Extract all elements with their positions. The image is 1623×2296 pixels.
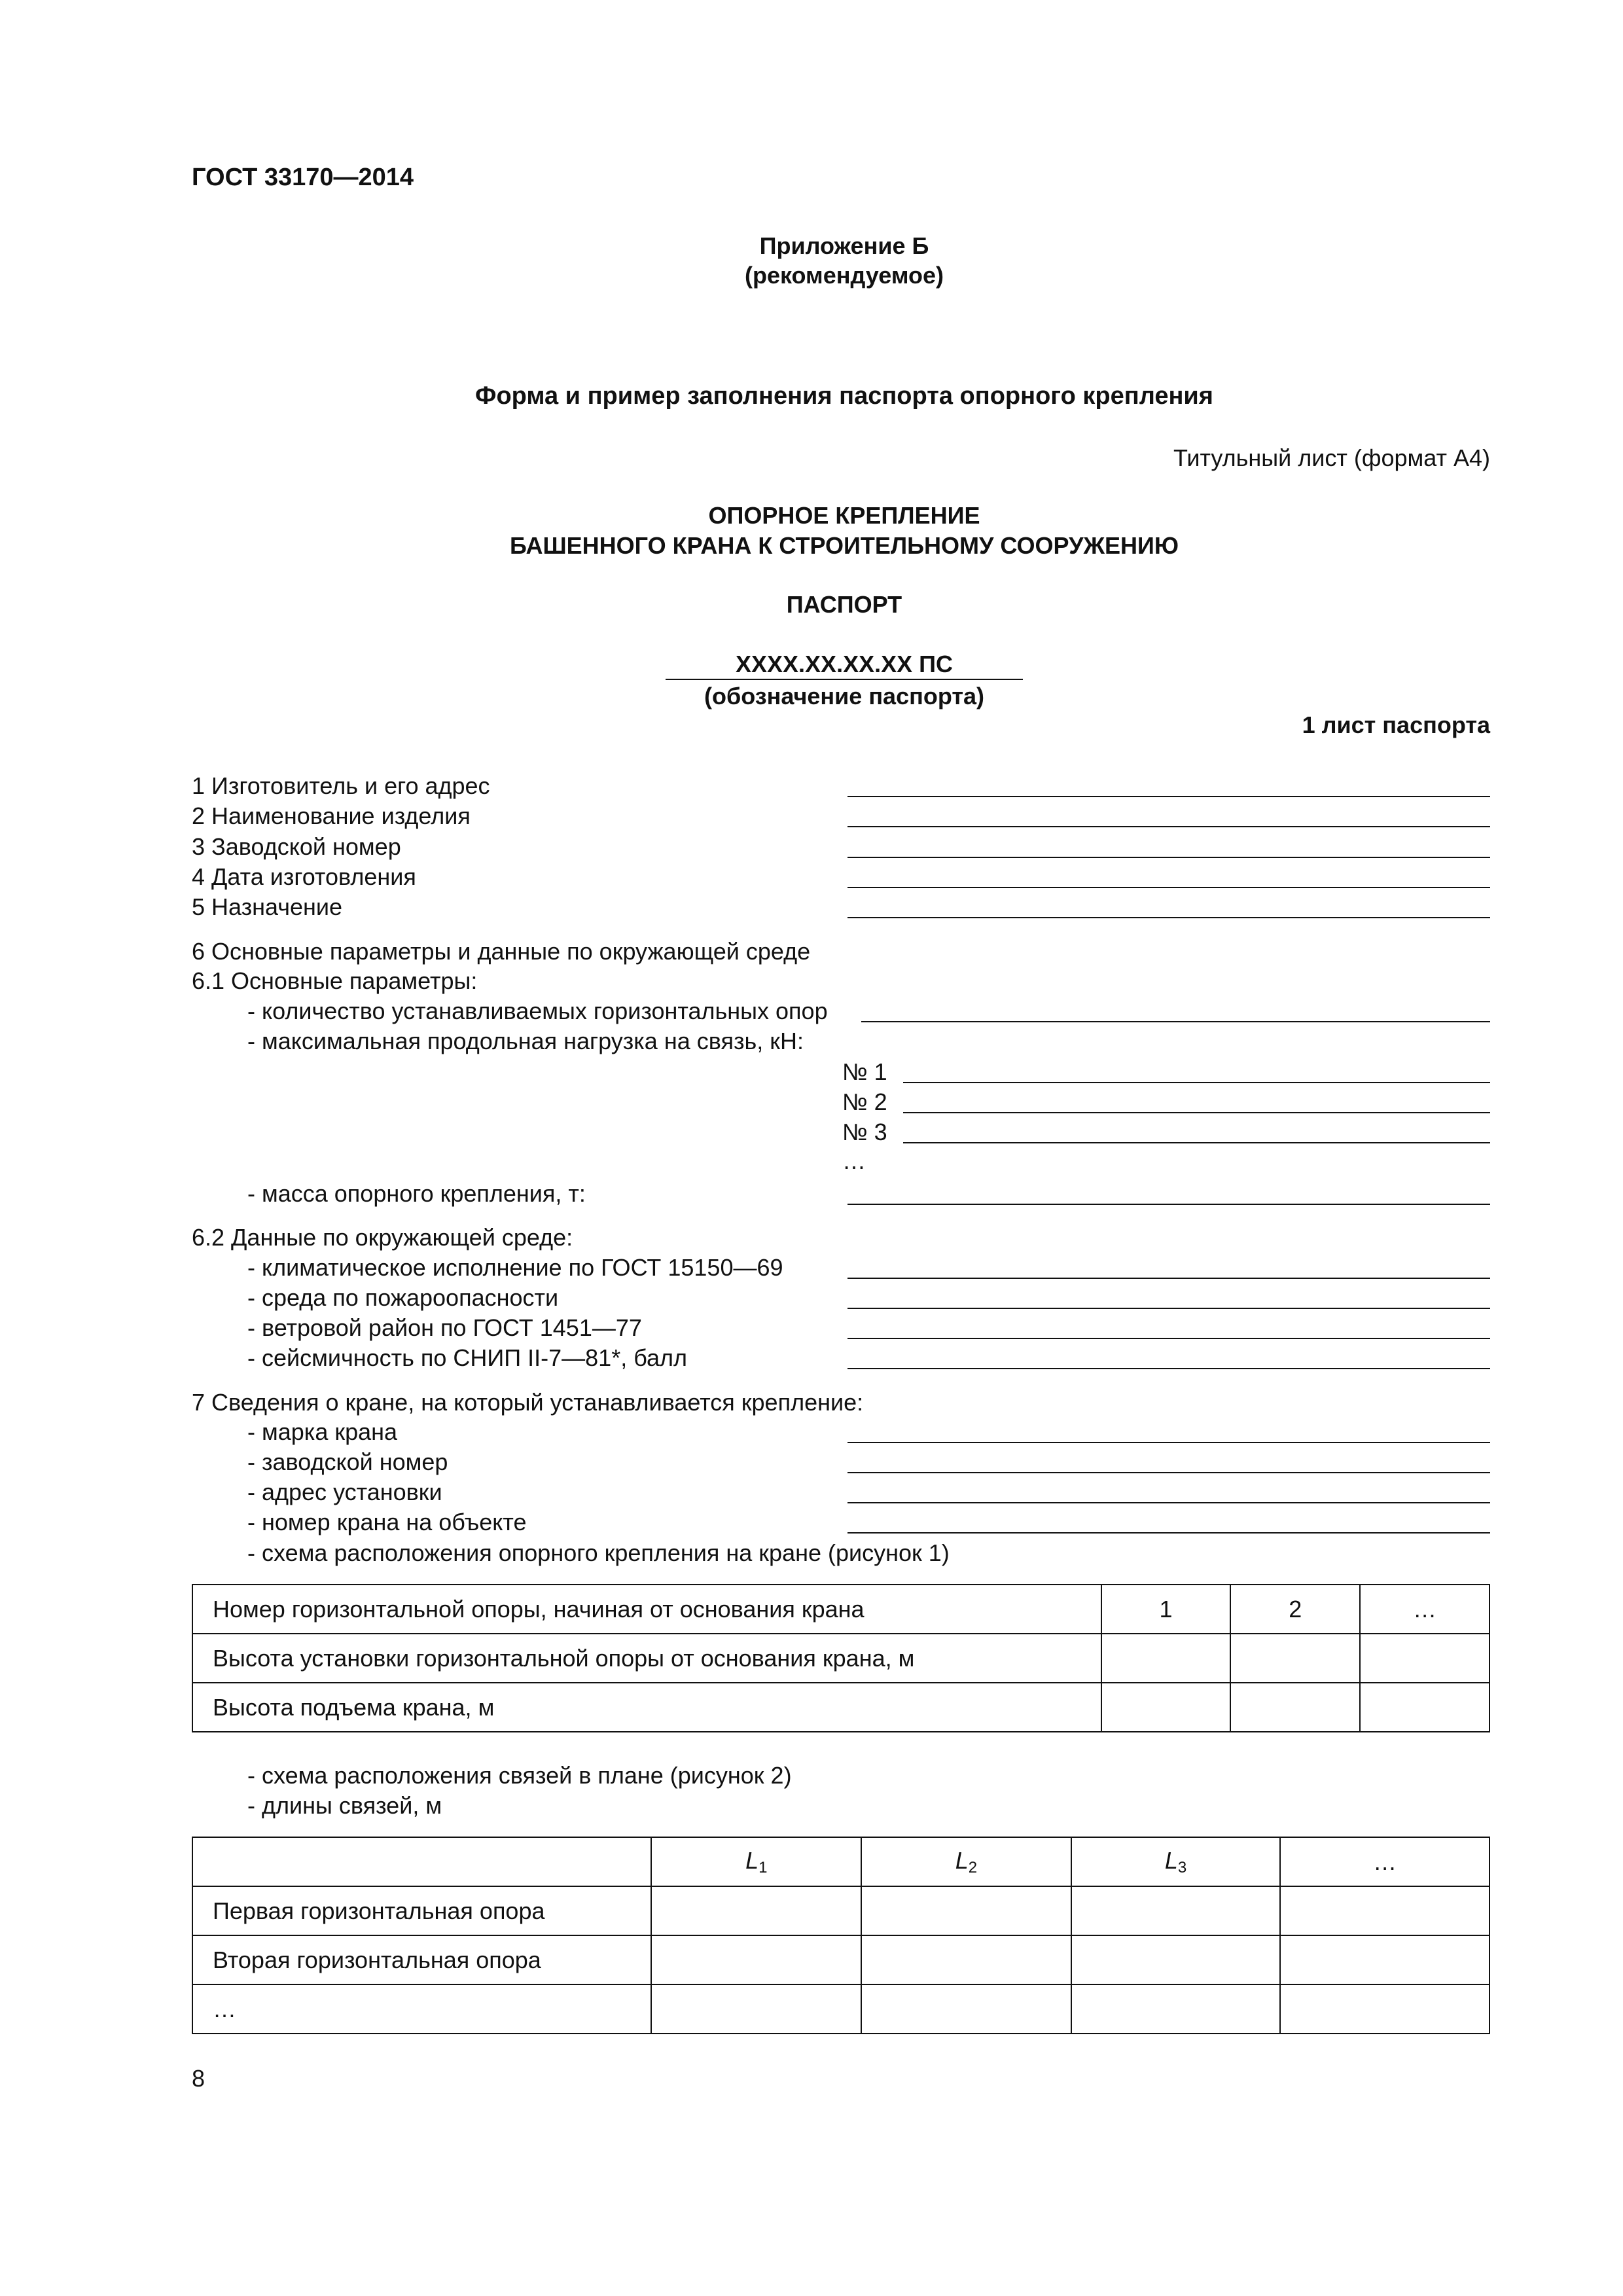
supports-height-table — [192, 1584, 1490, 1732]
field-seismic-line[interactable] — [847, 1368, 1490, 1369]
section-6-heading: 6 Основные параметры и данные по окружающей среде — [192, 938, 811, 965]
page-number: 8 — [192, 2065, 205, 2092]
table-cell: 2 — [1230, 1585, 1360, 1634]
field-supports-count-label: - количество устанавливаемых горизонтальных опор — [247, 997, 828, 1024]
field-product-name-label: 2 Наименование изделия — [192, 802, 471, 829]
field-date-line[interactable] — [847, 887, 1490, 888]
field-manufacturer-label: 1 Изготовитель и его адрес — [192, 772, 490, 799]
field-crane-serial-line[interactable] — [847, 1472, 1490, 1473]
field-climate-line[interactable] — [847, 1278, 1490, 1279]
section-6-1-heading: 6.1 Основные параметры: — [192, 967, 478, 994]
table-cell: Вторая горизонтальная опора — [192, 1935, 651, 1984]
standard-number: ГОСТ 33170—2014 — [192, 164, 414, 191]
table-row — [192, 1935, 1489, 1984]
field-crane-brand-line[interactable] — [847, 1442, 1490, 1443]
table-row — [192, 1837, 1489, 1886]
link-subscript: 2 — [968, 1858, 978, 1876]
field-mass-line[interactable] — [847, 1204, 1490, 1205]
table-row — [192, 1585, 1489, 1634]
field-supports-count-line[interactable] — [861, 1021, 1490, 1022]
table-cell: … — [1360, 1585, 1489, 1634]
table-cell-empty[interactable] — [1280, 1935, 1489, 1984]
table-cell: 1 — [1101, 1585, 1231, 1634]
field-install-address-line[interactable] — [847, 1502, 1490, 1503]
table-header-L3 — [1071, 1837, 1281, 1886]
table-row — [192, 1886, 1489, 1935]
field-wind-label: - ветровой район по ГОСТ 1451—77 — [247, 1314, 642, 1341]
table-cell-empty[interactable] — [1230, 1634, 1360, 1683]
field-date-label: 4 Дата изготовления — [192, 863, 416, 890]
table-header-L1 — [651, 1837, 861, 1886]
load-no-2-label: № 2 — [842, 1088, 887, 1115]
table-row — [192, 1984, 1489, 2034]
field-install-address-label: - адрес установки — [247, 1479, 442, 1505]
load-no-1-line[interactable] — [903, 1082, 1490, 1083]
link-symbol: L — [745, 1846, 759, 1874]
table-cell-empty[interactable] — [1360, 1634, 1489, 1683]
links-plan-note: - схема расположения связей в плане (рисунок 2) — [247, 1762, 792, 1789]
link-symbol: L — [955, 1846, 969, 1874]
field-max-load-label: - максимальная продольная нагрузка на связь, кН: — [247, 1028, 804, 1054]
appendix-title: Приложение Б — [759, 232, 929, 259]
table-cell-empty[interactable] — [1071, 1984, 1281, 2034]
sheet-label: 1 лист паспорта — [1302, 711, 1490, 738]
table-cell: … — [192, 1984, 651, 2034]
table-header-ellipsis: … — [1280, 1837, 1489, 1886]
table-cell: Номер горизонтальной опоры, начиная от основания крана — [192, 1585, 1101, 1634]
links-length-table — [192, 1837, 1490, 2034]
link-symbol: L — [1164, 1846, 1178, 1874]
field-crane-site-number-line[interactable] — [847, 1532, 1490, 1534]
link-subscript: 1 — [758, 1858, 768, 1876]
load-no-3-label: № 3 — [842, 1119, 887, 1145]
field-mass-label: - масса опорного крепления, т: — [247, 1180, 586, 1207]
table-cell: Высота подъема крана, м — [192, 1683, 1101, 1732]
table-cell-empty[interactable] — [861, 1984, 1071, 2034]
table-cell-empty[interactable] — [1230, 1683, 1360, 1732]
table-cell-empty — [192, 1837, 651, 1886]
table-cell-empty[interactable] — [1071, 1886, 1281, 1935]
table-cell-empty[interactable] — [1360, 1683, 1489, 1732]
product-line-2: БАШЕННОГО КРАНА К СТРОИТЕЛЬНОМУ СООРУЖЕНИЮ — [509, 532, 1179, 559]
table-cell-empty[interactable] — [1071, 1935, 1281, 1984]
table-cell-empty[interactable] — [861, 1935, 1071, 1984]
table-cell: Первая горизонтальная опора — [192, 1886, 651, 1935]
field-manufacturer-line[interactable] — [847, 796, 1490, 797]
field-crane-brand-label: - марка крана — [247, 1418, 398, 1445]
field-seismic-label: - сейсмичность по СНИП II-7—81*, балл — [247, 1344, 688, 1371]
product-line-1: ОПОРНОЕ КРЕПЛЕНИЕ — [708, 502, 980, 529]
load-no-3-line[interactable] — [903, 1142, 1490, 1143]
field-fire-label: - среда по пожароопасности — [247, 1284, 559, 1311]
title-sheet-note: Титульный лист (формат А4) — [1173, 444, 1490, 471]
designation-caption: (обозначение паспорта) — [704, 683, 984, 709]
table-header-L2 — [861, 1837, 1071, 1886]
table-cell-empty[interactable] — [861, 1886, 1071, 1935]
table-cell-empty[interactable] — [651, 1935, 861, 1984]
field-purpose-line[interactable] — [847, 917, 1490, 918]
load-no-1-label: № 1 — [842, 1058, 887, 1085]
table-row — [192, 1634, 1489, 1683]
links-length-note: - длины связей, м — [247, 1792, 442, 1819]
field-climate-label: - климатическое исполнение по ГОСТ 15150—69 — [247, 1254, 783, 1281]
designation-underline — [666, 679, 1023, 680]
table-cell-empty[interactable] — [1101, 1634, 1231, 1683]
table-row — [192, 1683, 1489, 1732]
load-ellipsis: … — [842, 1147, 866, 1174]
field-purpose-label: 5 Назначение — [192, 893, 343, 920]
table-cell-empty[interactable] — [1280, 1984, 1489, 2034]
crane-scheme-note: - схема расположения опорного крепления на кране (рисунок 1) — [247, 1539, 950, 1566]
field-serial-line[interactable] — [847, 857, 1490, 858]
field-serial-label: 3 Заводской номер — [192, 833, 401, 860]
table-cell-empty[interactable] — [1101, 1683, 1231, 1732]
field-wind-line[interactable] — [847, 1338, 1490, 1339]
table-cell: Высота установки горизонтальной опоры от основания крана, м — [192, 1634, 1101, 1683]
table-cell-empty[interactable] — [1280, 1886, 1489, 1935]
section-7-heading: 7 Сведения о кране, на который устанавливается крепление: — [192, 1389, 864, 1416]
link-subscript: 3 — [1177, 1858, 1187, 1876]
field-crane-serial-label: - заводской номер — [247, 1448, 448, 1475]
form-title: Форма и пример заполнения паспорта опорного крепления — [475, 382, 1213, 410]
passport-designation: XXXX.XX.XX.XX ПС — [736, 651, 953, 677]
field-fire-line[interactable] — [847, 1308, 1490, 1309]
section-6-2-heading: 6.2 Данные по окружающей среде: — [192, 1224, 573, 1251]
field-product-name-line[interactable] — [847, 826, 1490, 827]
appendix-status: (рекомендуемое) — [745, 262, 944, 289]
table-cell-empty[interactable] — [651, 1984, 861, 2034]
field-crane-site-number-label: - номер крана на объекте — [247, 1509, 527, 1535]
load-no-2-line[interactable] — [903, 1112, 1490, 1113]
table-cell-empty[interactable] — [651, 1886, 861, 1935]
passport-heading: ПАСПОРТ — [786, 591, 902, 618]
